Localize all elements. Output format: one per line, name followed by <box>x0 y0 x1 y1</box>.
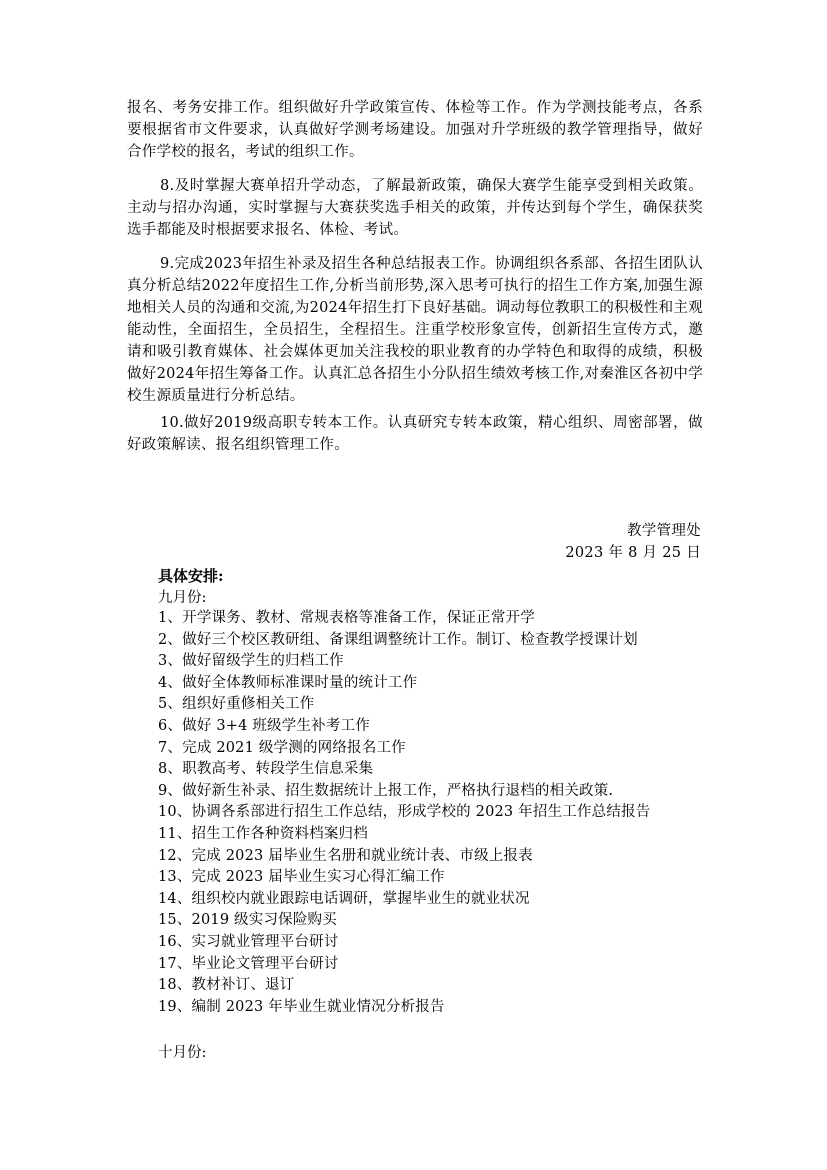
schedule-heading: 具体安排: <box>158 567 224 585</box>
task-item: 13、完成 2023 届毕业生实习心得汇编工作 <box>158 869 445 886</box>
task-item: 15、2019 级实习保险购买 <box>158 912 337 929</box>
signature-date: 2023 年 8 月 25 日 <box>565 545 701 561</box>
paragraph-item-9: 9.完成2023年招生补录及招生各种总结报表工作。协调组织各系部、各招生团队认真分析总结2022年度招生工作,分析当前形势,深入思考可执行的招生工作方案,加强生源地相关人员的沟通和交流,为2024年招生打下良好基础。调动每位教职工的积极性和主观能动性，全面招生，全员招生，全程招生。注重学校形象宣传，创新招生宣传方式，邀请和吸引教育媒体、社会媒体更加关注我校的职业教育的办学特色和取得的成绩，积极做好2024年招生筹备工作。认真汇总各招生小分队招生绩效考核工作,对秦淮区各初中学校生源质量进行分析总结。 <box>127 256 703 404</box>
paragraph-item-10: 10.做好2019级高职专转本工作。认真研究专转本政策，精心组织、周密部署，做好政策解读、报名组织管理工作。 <box>127 415 703 453</box>
task-item: 18、教材补订、退订 <box>158 977 295 994</box>
task-item: 6、做好 3+4 班级学生补考工作 <box>158 717 370 734</box>
month-label-september: 九月份: <box>158 590 207 606</box>
september-task-list <box>158 608 650 1018</box>
task-item: 14、组织校内就业跟踪电话调研，掌握毕业生的就业状况 <box>158 890 530 907</box>
task-item: 19、编制 2023 年毕业生就业情况分析报告 <box>158 998 445 1015</box>
task-item: 1、开学课务、教材、常规表格等准备工作，保证正常开学 <box>158 610 535 626</box>
task-item: 5、组织好重修相关工作 <box>158 696 315 713</box>
paragraph-enrollment-arrangements: 报名、考务安排工作。组织做好升学政策宣传、体检等工作。作为学测技能考点，各系要根据省市文件要求，认真做好学测考场建设。加强对升学班级的教学管理指导，做好合作学校的报名，考试的组织工作。 <box>127 100 703 160</box>
task-item: 7、完成 2021 级学测的网络报名工作 <box>158 739 406 756</box>
task-item: 11、招生工作各种资料档案归档 <box>158 825 368 842</box>
task-item: 4、做好全体教师标准课时量的统计工作 <box>158 674 418 691</box>
task-item: 17、毕业论文管理平台研讨 <box>158 955 339 972</box>
task-item: 10、协调各系部进行招生工作总结，形成学校的 2023 年招生工作总结报告 <box>158 804 651 821</box>
signature-department: 教学管理处 <box>627 523 701 539</box>
task-item: 3、做好留级学生的归档工作 <box>158 653 344 670</box>
paragraph-item-8: 8.及时掌握大赛单招升学动态，了解最新政策，确保大赛学生能享受到相关政策。主动与招办沟通，实时掌握与大赛获奖选手相关的政策，并传达到每个学生，确保获奖选手都能及时根据要求报名、体检、考试。 <box>127 178 703 238</box>
month-label-october: 十月份: <box>158 1045 207 1061</box>
task-item: 9、做好新生补录、招生数据统计上报工作，严格执行退档的相关政策. <box>158 782 614 799</box>
task-item: 8、职教高考、转段学生信息采集 <box>158 761 374 778</box>
task-item: 16、实习就业管理平台研讨 <box>158 933 339 950</box>
task-item: 2、做好三个校区教研组、备课组调整统计工作。制订、检查教学授课计划 <box>158 631 638 648</box>
task-item: 12、完成 2023 届毕业生名册和就业统计表、市级上报表 <box>158 847 533 864</box>
